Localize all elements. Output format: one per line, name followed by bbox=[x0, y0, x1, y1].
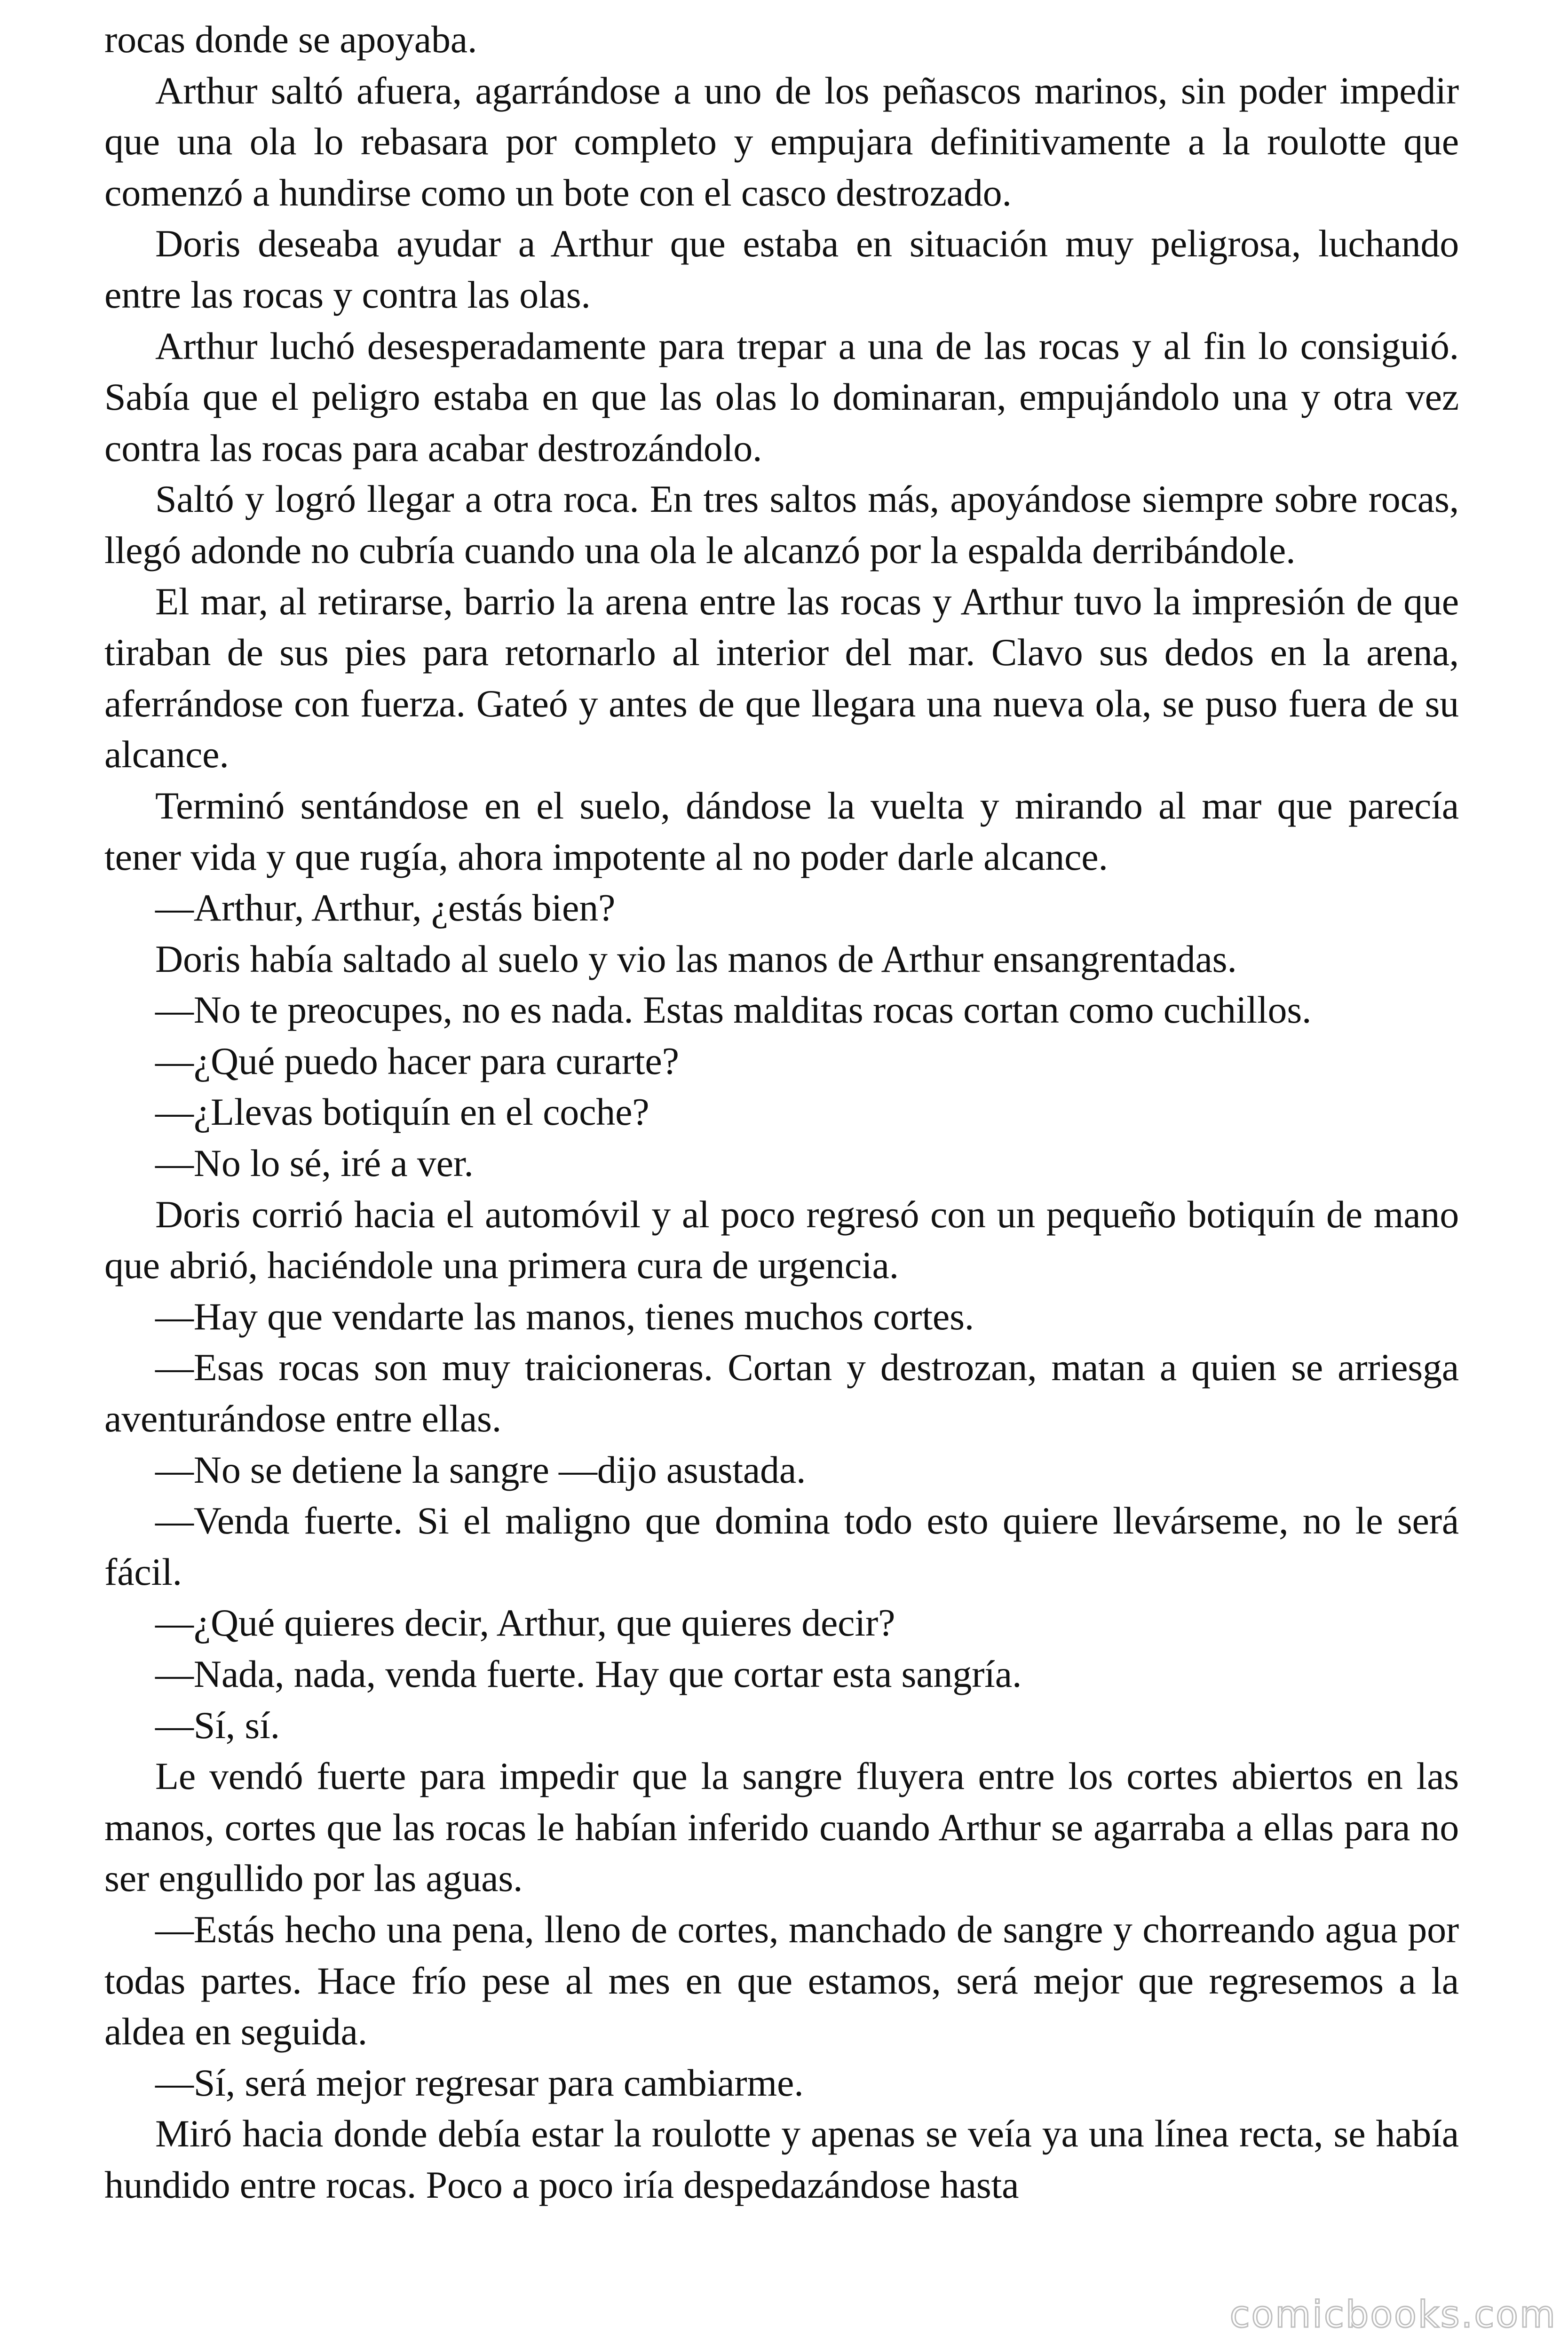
dialogue-line: —Estás hecho una pena, lleno de cortes, manchado de sangre y chorreando agua por todas partes. Hace frío pese al mes en que estamos, será mejor que regresemos a la aldea en seguida. bbox=[104, 1907, 1459, 2053]
paragraph-continuation: rocas donde se apoyaba. bbox=[104, 18, 477, 61]
paragraph: Arthur saltó afuera, agarrándose a uno de los peñascos marinos, sin poder impedir que una ola lo rebasara por completo y empujara definitivamente a la roulotte que comenzó a hundirse como un bote con el casco destrozado. bbox=[104, 69, 1459, 214]
dialogue-line: —¿Qué quieres decir, Arthur, que quieres decir? bbox=[155, 1601, 895, 1645]
dialogue-line: —No te preocupes, no es nada. Estas malditas rocas cortan como cuchillos. bbox=[155, 988, 1312, 1032]
paragraph: Terminó sentándose en el suelo, dándose la vuelta y mirando al mar que parecía tener vida y que rugía, ahora impotente al no poder darle alcance. bbox=[104, 784, 1459, 878]
paragraph: Arthur luchó desesperadamente para trepar a una de las rocas y al fin lo consiguió. Sabía que el peligro estaba en que las olas lo dominaran, empujándolo una y otra vez contra las rocas para acabar destrozándolo. bbox=[104, 324, 1459, 469]
dialogue-line: —Hay que vendarte las manos, tienes muchos cortes. bbox=[155, 1295, 974, 1338]
dialogue-line: —¿Qué puedo hacer para curarte? bbox=[155, 1039, 679, 1082]
dialogue-line: —Esas rocas son muy traicioneras. Cortan y destrozan, matan a quien se arriesga aventurándose entre ellas. bbox=[104, 1346, 1459, 1440]
book-page bbox=[104, 14, 1459, 2338]
dialogue-line: —Sí, sí. bbox=[155, 1703, 280, 1747]
dialogue-line: —Venda fuerte. Si el maligno que domina todo esto quiere llevárseme, no le será fácil. bbox=[104, 1499, 1459, 1593]
dialogue-line: —No lo sé, iré a ver. bbox=[155, 1142, 474, 1185]
paragraph: Miró hacia donde debía estar la roulotte y apenas se veía ya una línea recta, se había hundido entre rocas. Poco a poco iría despedazándose hasta bbox=[104, 2112, 1459, 2206]
paragraph: Doris había saltado al suelo y vio las manos de Arthur ensangrentadas. bbox=[155, 937, 1237, 980]
watermark: comicbooks.com bbox=[1229, 2294, 1557, 2336]
dialogue-line: —Nada, nada, venda fuerte. Hay que cortar esta sangría. bbox=[155, 1653, 1022, 1695]
paragraph: Saltó y logró llegar a otra roca. En tres saltos más, apoyándose siempre sobre rocas, llegó adonde no cubría cuando una ola le alcanzó por la espalda derribándole. bbox=[104, 477, 1459, 572]
dialogue-line: —Sí, será mejor regresar para cambiarme. bbox=[155, 2061, 804, 2104]
paragraph: Doris corrió hacia el automóvil y al poco regresó con un pequeño botiquín de mano que abrió, haciéndole una primera cura de urgencia. bbox=[104, 1192, 1459, 1287]
paragraph: Le vendó fuerte para impedir que la sangre fluyera entre los cortes abiertos en las manos, cortes que las rocas le habían inferido cuando Arthur se agarraba a ellas para no ser engullido por las aguas. bbox=[104, 1755, 1459, 1900]
dialogue-line: —¿Llevas botiquín en el coche? bbox=[155, 1090, 649, 1134]
paragraph: Doris deseaba ayudar a Arthur que estaba en situación muy peligrosa, luchando entre las rocas y contra las olas. bbox=[104, 222, 1459, 316]
paragraph: El mar, al retirarse, barrio la arena entre las rocas y Arthur tuvo la impresión de que tiraban de sus pies para retornarlo al interior del mar. Clavo sus dedos en la arena, aferrándose con fuerza. Gateó y antes de que llegara una nueva ola, se puso fuera de su alcance. bbox=[104, 580, 1459, 776]
dialogue-line: —Arthur, Arthur, ¿estás bien? bbox=[155, 886, 616, 930]
dialogue-line: —No se detiene la sangre —dijo asustada. bbox=[155, 1448, 806, 1491]
